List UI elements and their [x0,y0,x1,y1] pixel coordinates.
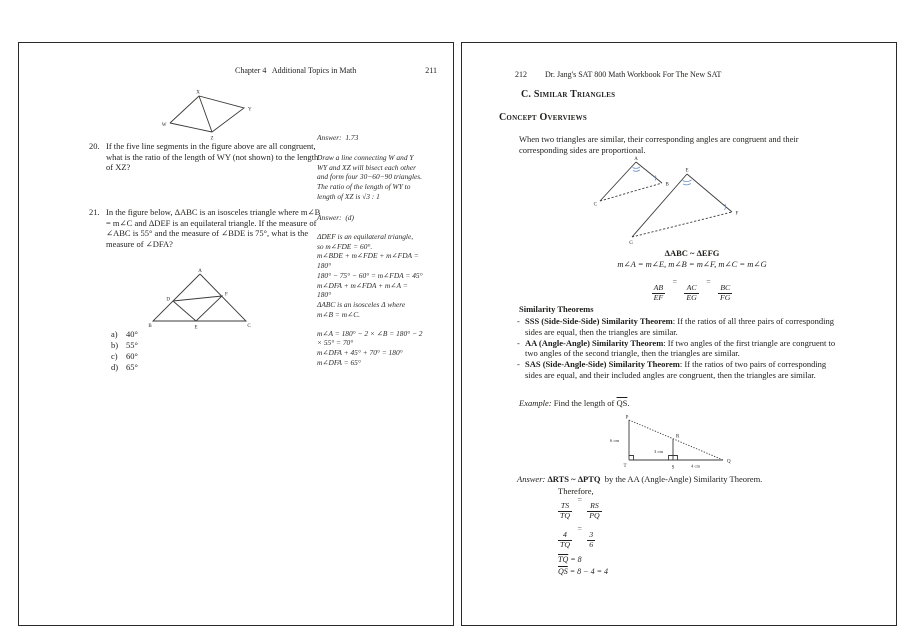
page-header [515,70,721,79]
choice-b: b) 55° [111,339,138,350]
work-line-1: $\frac{TS}{TQ}$ = $\frac{RS}{PQ}$ [560,495,600,520]
example-answer: Answer: ΔRTS ~ ΔPTQ by the AA (Angle-Angle) Similarity Theorem. [517,474,763,484]
vertex-label-c: C [247,324,251,329]
vertex-label-d: D [166,297,170,303]
page-right [461,42,897,626]
answer-21-expl-line: m∠B = m∠C. [317,309,361,319]
work-line-4: $\overline{QS} = 8 - 4 = 4$ [558,567,608,577]
answer-21-expl-line: 180° [317,290,332,300]
vertex-label-b: B [148,324,152,329]
answer-21-expl-line: m∠DFA + m∠FDA + m∠A = [317,280,408,290]
vertex-label-c: C [593,202,597,208]
angle-equalities: m∠A = m∠E, m∠B = m∠F, m∠C = m∠G [617,258,767,269]
answer-21-expl-line: m∠BDE + m∠FDE + m∠FDA = [317,251,419,261]
similarity-statement [572,248,812,303]
vertex-label-y: Y [248,107,252,113]
theorems-list [517,316,839,381]
question-21-text: In the figure below, ΔABC is an isosceles triangle where m∠B = m∠C and ΔDEF is an equilateral triangle. If the measure of ∠ABC is 55° and the measure of ∠BDE is 75°, what is the measure of ∠DFA? [106,207,321,249]
vertex-label-r: R [676,434,680,440]
side-label-3cm: 3 cm [654,449,664,454]
question-21 [89,207,324,249]
answer-21-expl-line: so m∠FDE = 60°. [317,241,373,251]
answer-21-expl-line: 180° − 75° − 60° = m∠FDA = 45° [317,270,423,280]
worked-solution [558,495,608,577]
vertex-label-s: S [671,465,675,471]
vertex-label-e: E [685,168,689,174]
answer-21-expl-line: ΔABC is an isosceles Δ where [317,300,406,310]
side-label-4cm: 4 cm [691,463,701,469]
subsection-title: Concept Overviews [499,112,587,123]
question-20-text: If the five line segments in the figure above are all congruent, what is the ratio of the length of WY (not shown) to the length of XZ? [106,141,319,173]
answer-20-expl-line: Draw a line connecting W and Y [317,152,414,162]
vertex-label-z: Z [210,136,214,142]
page-number: 212 [515,70,527,79]
work-line-2: $\frac{4}{TQ}$ = $\frac{3}{6}$ [560,524,594,550]
answer-block-21 [317,213,457,368]
example-prompt: Example: Find the length of $\overline{QS}$. [519,398,630,408]
similar-triangles-figure [592,155,747,247]
answer-block-20 [317,133,455,202]
intro-paragraph: When two triangles are similar, their corresponding angles are congruent and their corresponding sides are proportional. [519,134,799,155]
theorem-sas: - SAS (Side-Angle-Side) Similarity Theorem: If the ratios of two pairs of corresponding sides are equal, and their included angles are congruent, then the triangles are similar. [517,359,827,380]
answer-20-label: Answer: 1.73 [317,133,359,142]
answer-20-expl-line: length of XZ is √3 : 1 [317,191,380,201]
side-ratios: $\frac{AB}{EF}$ = $\frac{AC}{EG}$ = $\frac{BC}{FG}$ [653,277,731,302]
answer-21-expl-line: ΔDEF is an equilateral triangle, [317,231,414,241]
therefore-label: Therefore, [558,486,594,496]
answer-choices [111,329,138,373]
answer-20-expl-line: WY and XZ will bisect each other [317,162,416,172]
similarity-line: ΔABC ~ ΔEFG [664,248,720,258]
question-20-number: 20. [89,141,100,151]
choice-c: c) 60° [111,350,138,361]
vertex-label-q: Q [727,459,731,465]
vertex-label-x: X [196,90,200,96]
vertex-label-w: W [162,123,167,128]
side-label-6cm: 6 cm [610,438,620,443]
book-title: Dr. Jang's SAT 800 Math Workbook For The New SAT [545,70,722,79]
page-left [18,42,454,626]
page-number: 211 [425,66,437,75]
page-header [235,66,437,75]
vertex-label-b: B [665,182,669,188]
theorem-aa: - AA (Angle-Angle) Similarity Theorem: If two angles of the first triangle are congruent to two angles of the second triangle, then the triangles are similar. [517,337,836,359]
vertex-label-t: T [623,464,627,469]
theorem-sss: - SSS (Side-Side-Side) Similarity Theorem: If the ratios of all three pairs of corresponding sides are equal, then the triangles are similar. [517,316,834,337]
choice-a: a) 40° [111,329,138,339]
answer-21-expl-line: 180° [317,261,332,271]
answer-20-expl-line: and form four 30−60−90 triangles. [317,172,423,182]
answer-21-expl-line: × 55° = 70° [317,338,354,348]
answer-21-expl-line: m∠DFA = 65° [317,357,361,367]
vertex-label-g: G [629,241,633,246]
answer-21-label: Answer: (d) [317,213,354,222]
question-21-number: 21. [89,207,100,217]
section-title: C. Similar Triangles [521,89,616,100]
vertex-label-a: A [634,157,638,162]
vertex-label-f: F [735,211,739,217]
triangle-figure [136,267,262,331]
theorems-title: Similarity Theorems [519,304,594,314]
work-line-3: $\overline{TQ} = 8$ [558,554,582,564]
answer-20-expl-line: The ratio of the length of WY to [317,182,411,192]
vertex-label-a: A [198,269,202,274]
chapter-title: Chapter 4 Additional Topics in Math [235,66,357,75]
answer-21-expl-line: m∠A = 180° − 2 × ∠B = 180° − 2 [317,328,423,338]
answer-21-expl-line: m∠DFA + 45° + 70° = 180° [317,348,403,358]
vertex-label-f: F [225,292,228,298]
quadrilateral-figure [162,87,272,143]
choice-d: d) 65° [111,361,138,372]
vertex-label-e: E [194,325,198,331]
vertex-label-p: P [625,415,629,421]
question-20 [89,141,324,173]
example-figure [607,412,737,476]
